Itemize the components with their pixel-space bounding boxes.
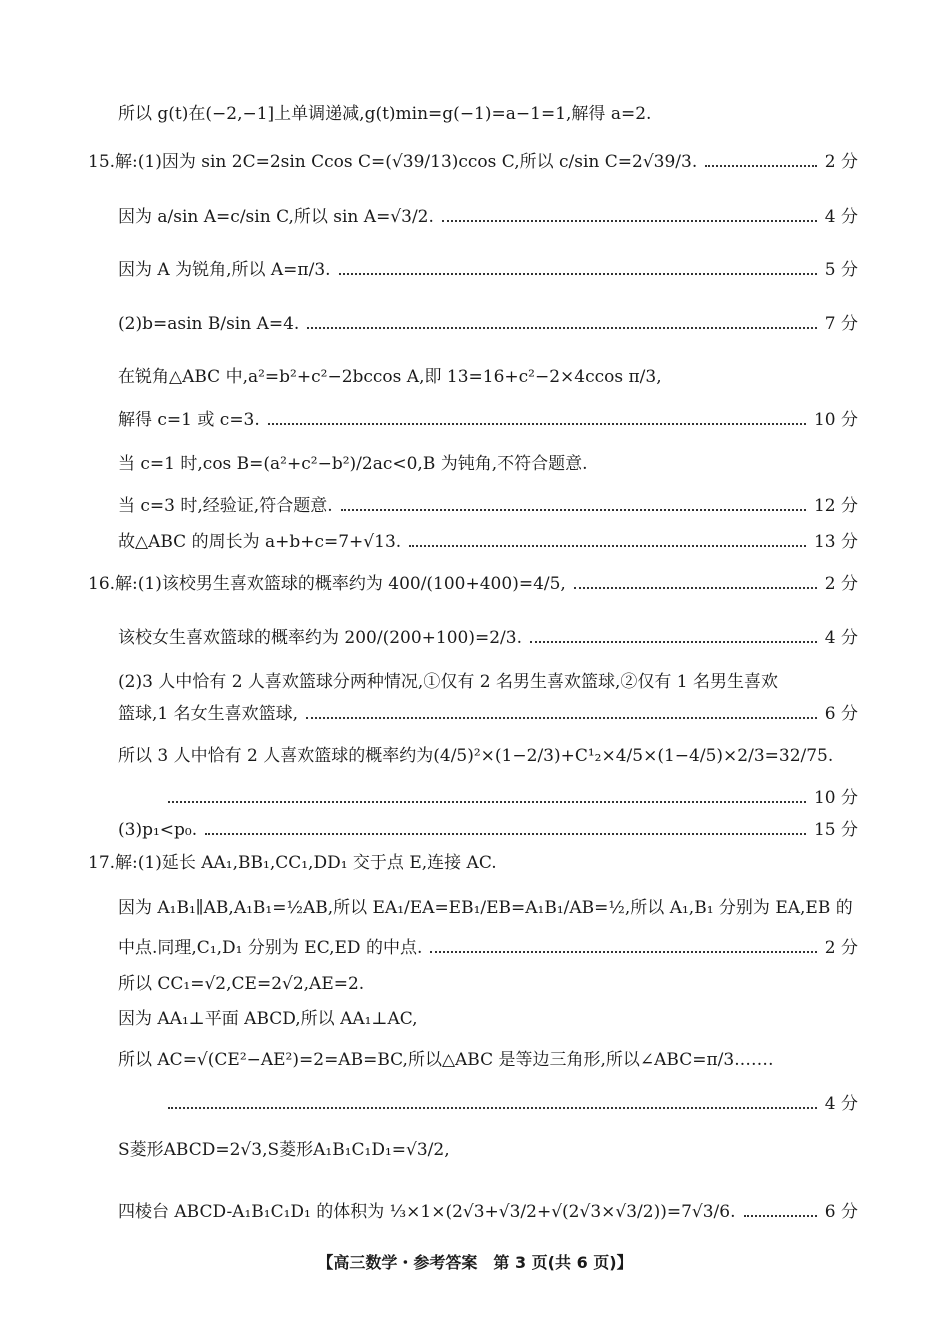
answer-line: (2)b=asin B/sin A=4. 7 分 xyxy=(118,314,858,334)
leader-dots xyxy=(168,801,806,803)
answer-line xyxy=(160,787,858,809)
score-label: 2 分 xyxy=(824,938,858,958)
leader-dots xyxy=(442,220,817,222)
score-label: 4 分 xyxy=(824,628,858,648)
leader-dots xyxy=(705,165,817,167)
answer-line: 17.解:(1)延长 AA₁,BB₁,CC₁,DD₁ 交于点 E,连接 AC. xyxy=(88,853,497,873)
score-label: 6 分 xyxy=(824,1202,858,1222)
leader-dots xyxy=(205,833,806,835)
leader-dots xyxy=(574,587,817,589)
answer-line: 16.解:(1)该校男生喜欢篮球的概率约为 400/(100+400)=4/5, 2 分 xyxy=(88,574,858,594)
answer-line: 所以 g(t)在(−2,−1]上单调递减,g(t)min=g(−1)=a−1=1,解得 a=2. xyxy=(118,104,652,124)
answer-line: 因为 A 为锐角,所以 A=π/3. 5 分 xyxy=(118,260,858,280)
answer-line: 篮球,1 名女生喜欢篮球, 6 分 xyxy=(118,704,858,724)
leader-dots xyxy=(530,641,817,643)
answer-line: 当 c=1 时,cos B=(a²+c²−b²)/2ac<0,B 为钝角,不符合题意. xyxy=(118,454,588,474)
answer-line: (3)p₁<p₀. 15 分 xyxy=(118,820,858,840)
page-footer: 【高三数学・参考答案 第 3 页(共 6 页)】 xyxy=(317,1253,633,1272)
score-label: 7 分 xyxy=(824,314,858,334)
leader-dots xyxy=(268,423,806,425)
answer-line: (2)3 人中恰有 2 人喜欢篮球分两种情况,①仅有 2 名男生喜欢篮球,②仅有 1 名男生喜欢 xyxy=(118,672,778,692)
answer-line: 因为 A₁B₁∥AB,A₁B₁=½AB,所以 EA₁/EA=EB₁/EB=A₁B₁/AB=½,所以 A₁,B₁ 分别为 EA,EB 的 xyxy=(118,898,853,918)
score-label: 15 分 xyxy=(813,820,858,840)
answer-line: 因为 AA₁⊥平面 ABCD,所以 AA₁⊥AC, xyxy=(118,1009,418,1029)
answer-line: 在锐角△ABC 中,a²=b²+c²−2bccos A,即 13=16+c²−2×4ccos π/3, xyxy=(118,367,662,387)
score-label: 5 分 xyxy=(824,260,858,280)
answer-line: 故△ABC 的周长为 a+b+c=7+√13. 13 分 xyxy=(118,532,858,552)
leader-dots xyxy=(339,273,817,275)
answer-line: 解得 c=1 或 c=3. 10 分 xyxy=(118,410,858,430)
answer-line: 该校女生喜欢篮球的概率约为 200/(200+100)=2/3. 4 分 xyxy=(118,628,858,648)
leader-dots xyxy=(306,717,817,719)
answer-line: 中点.同理,C₁,D₁ 分别为 EC,ED 的中点. 2 分 xyxy=(118,938,858,958)
score-label: 6 分 xyxy=(824,704,858,724)
leader-dots xyxy=(744,1215,817,1217)
answer-line: 所以 AC=√(CE²−AE²)=2=AB=BC,所以△ABC 是等边三角形,所以∠ABC=π/3.…… xyxy=(118,1050,774,1070)
answer-line xyxy=(160,1093,858,1115)
score-label: 4 分 xyxy=(824,207,858,227)
score-label: 13 分 xyxy=(813,532,858,552)
score-label: 2 分 xyxy=(824,152,858,172)
answer-line: 所以 3 人中恰有 2 人喜欢篮球的概率约为(4/5)²×(1−2/3)+C¹₂×4/5×(1−4/5)×2/3=32/75. xyxy=(118,746,834,766)
answer-line: 15.解:(1)因为 sin 2C=2sin Ccos C=(√39/13)ccos C,所以 c/sin C=2√39/3. 2 分 xyxy=(88,152,858,172)
answer-line: 因为 a/sin A=c/sin C,所以 sin A=√3/2. 4 分 xyxy=(118,207,858,227)
leader-dots xyxy=(168,1107,817,1109)
answer-line: 所以 CC₁=√2,CE=2√2,AE=2. xyxy=(118,974,365,994)
score-label: 2 分 xyxy=(824,574,858,594)
answer-line: 当 c=3 时,经验证,符合题意. 12 分 xyxy=(118,496,858,516)
score-label: 10 分 xyxy=(813,410,858,430)
leader-dots xyxy=(409,545,806,547)
answer-line: 四棱台 ABCD-A₁B₁C₁D₁ 的体积为 ⅓×1×(2√3+√3/2+√(2√3×√3/2))=7√3/6. 6 分 xyxy=(118,1202,858,1222)
score-label: 10 分 xyxy=(813,788,858,808)
leader-dots xyxy=(307,327,816,329)
answer-line: S菱形ABCD=2√3,S菱形A₁B₁C₁D₁=√3/2, xyxy=(118,1140,450,1160)
leader-dots xyxy=(430,951,816,953)
score-label: 4 分 xyxy=(824,1094,858,1114)
leader-dots xyxy=(341,509,806,511)
score-label: 12 分 xyxy=(813,496,858,516)
